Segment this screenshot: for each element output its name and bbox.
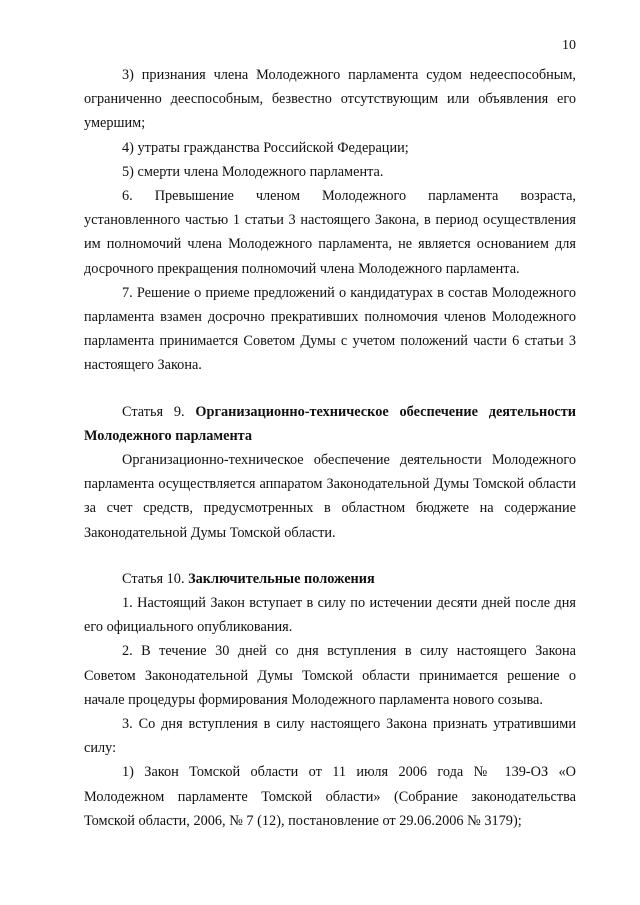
list-item-4: 4) утраты гражданства Российской Федерации; — [122, 139, 409, 156]
article-10-title: Заключительные положения — [188, 570, 375, 587]
article-9-heading — [84, 400, 576, 448]
article-10-part-1: 1. Настоящий Закон вступает в силу по истечении десяти дней после дня его официального опубликования. — [84, 595, 576, 636]
article-10-part-3: 3. Со дня вступления в силу настоящего Закона признать утратившими силу: — [84, 716, 576, 757]
article-9-title: Организационно-техническое обеспечение деятельности Молодежного парламента — [84, 403, 576, 444]
paragraph-part-7: 7. Решение о приеме предложений о кандидатурах в состав Молодежного парламента взамен досрочно прекративших полномочия членов Молодежного парламента принимается Советом Думы с учетом положений части 6 статьи 3 настоящего Закона. — [84, 284, 576, 374]
page-number: 10 — [562, 38, 576, 53]
article-9-body: Организационно-техническое обеспечение деятельности Молодежного парламента осуществляется аппаратом Законодательной Думы Томской области за счет средств, предусмотренных в областном бюджете на содержание Законодательной Думы Томской области. — [84, 452, 576, 541]
document-body — [84, 63, 576, 833]
article-9-prefix: Статья 9. — [122, 403, 196, 420]
list-item-3: 3) признания члена Молодежного парламента судом недееспособным, ограниченно дееспособным, безвестно отсутствующим или объявления его умершим; — [84, 67, 576, 132]
article-10-part-2: 2. В течение 30 дней со дня вступления в силу настоящего Закона Советом Законодательной Думы Томской области принимается решение о начале процедуры формирования Молодежного парламента нового созыва. — [84, 643, 576, 708]
article-10-part-3-item-1: 1) Закон Томской области от 11 июля 2006 года № 139-ОЗ «О Молодежном парламенте Томской области» (Собрание законодательства Томской области, 2006, № 7 (12), постановление от 29.06.2006 № 3179); — [84, 764, 576, 829]
paragraph-part-6: 6. Превышение членом Молодежного парламента возраста, установленного частью 1 статьи 3 настоящего Закона, в период осуществления им полномочий члена Молодежного парламента, не является основанием для досрочного прекращения полномочий члена Молодежного парламента. — [84, 188, 576, 277]
article-10-prefix: Статья 10. — [122, 570, 189, 587]
spacer — [84, 545, 576, 567]
spacer — [84, 378, 576, 400]
article-10-heading — [84, 567, 576, 591]
list-item-5: 5) смерти члена Молодежного парламента. — [122, 163, 384, 180]
